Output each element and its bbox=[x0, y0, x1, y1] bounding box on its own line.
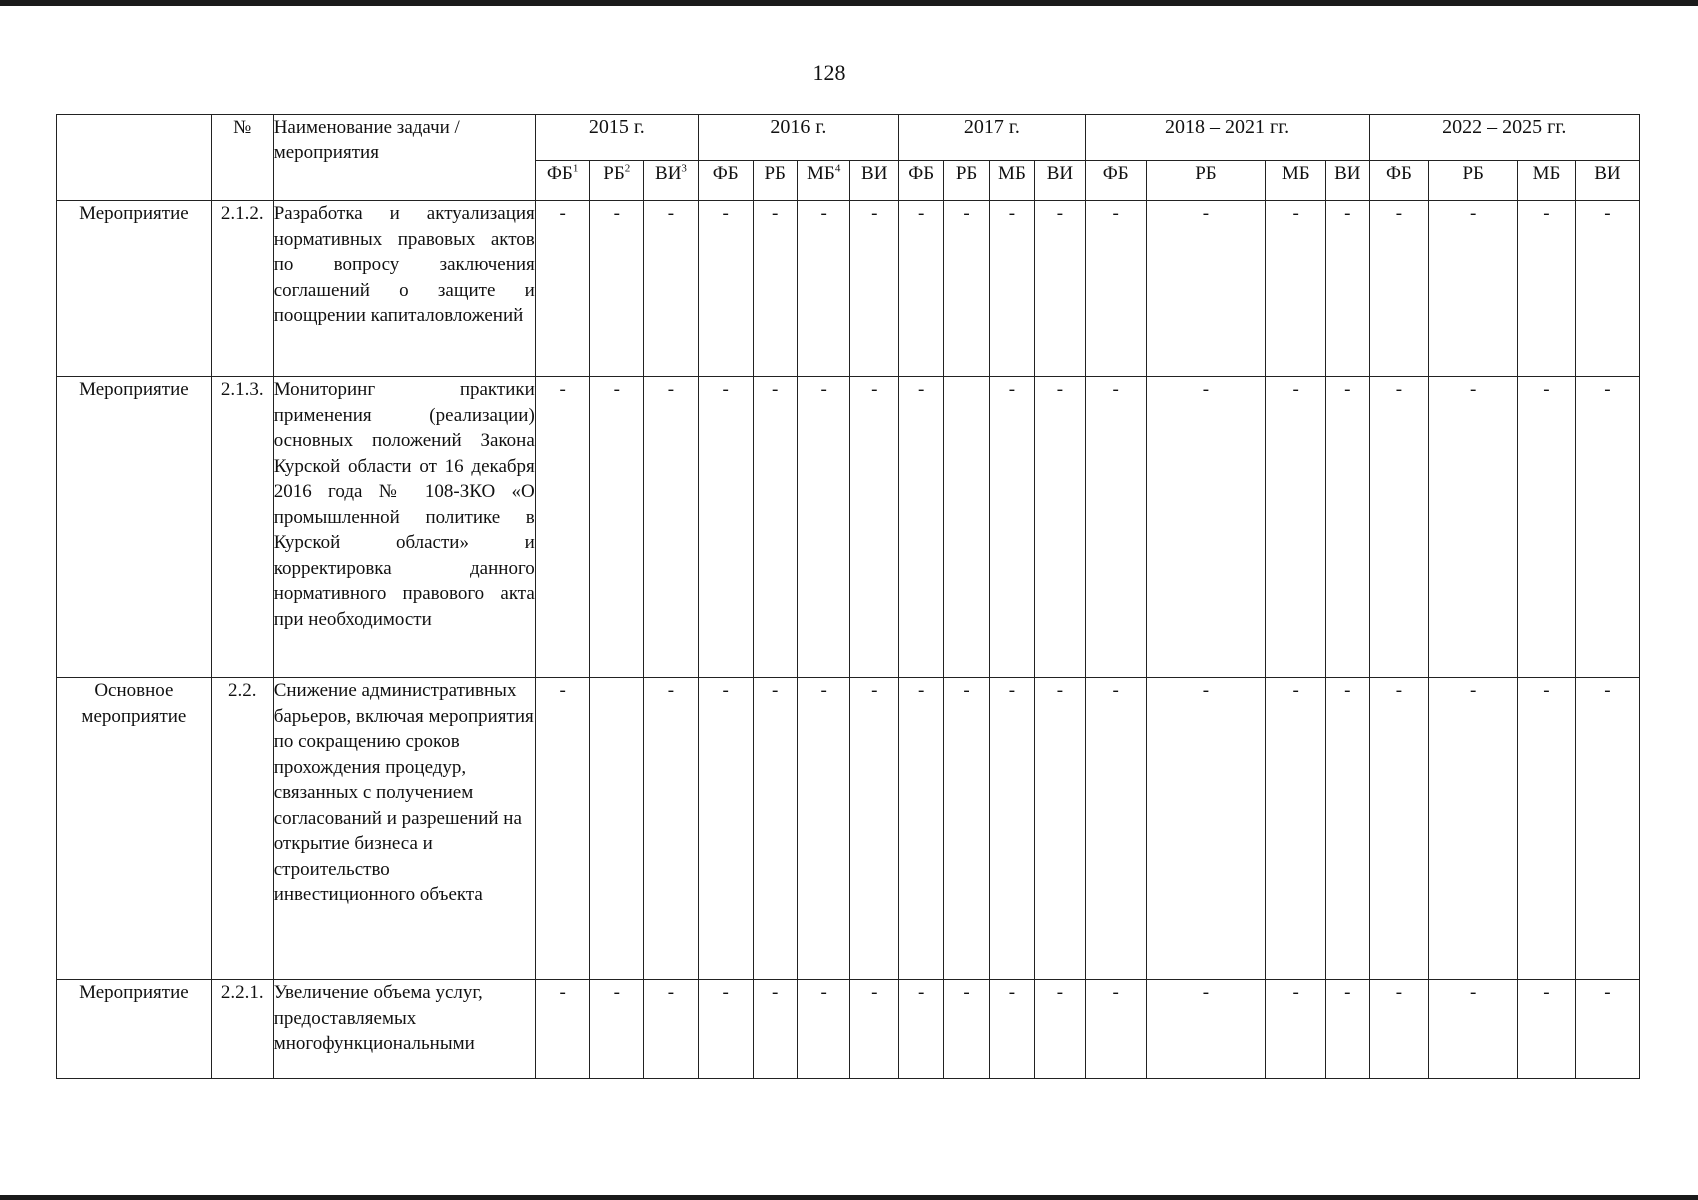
funding-cell: - bbox=[1518, 377, 1576, 678]
funding-cell: - bbox=[944, 980, 989, 1079]
header-kind-cell bbox=[57, 115, 212, 201]
table-row bbox=[57, 377, 1640, 678]
header-source-label: ВИ bbox=[1594, 163, 1621, 184]
header-source bbox=[850, 161, 899, 201]
funding-cell: - bbox=[797, 980, 850, 1079]
funding-cell: - bbox=[989, 678, 1034, 980]
funding-cell: - bbox=[850, 201, 899, 377]
header-years-2018-2021: 2018 – 2021 гг. bbox=[1085, 115, 1369, 161]
funding-cell: - bbox=[1085, 678, 1146, 980]
funding-cell: - bbox=[944, 201, 989, 377]
funding-cell: - bbox=[1429, 377, 1518, 678]
funding-cell: - bbox=[850, 980, 899, 1079]
header-source-label: МБ bbox=[998, 163, 1026, 184]
funding-cell: - bbox=[644, 201, 699, 377]
header-source bbox=[1085, 161, 1146, 201]
funding-cell: - bbox=[1085, 377, 1146, 678]
funding-cell: - bbox=[753, 980, 797, 1079]
funding-cell: - bbox=[1146, 201, 1266, 377]
header-source-label: ФБ bbox=[1385, 163, 1412, 184]
header-source bbox=[1326, 161, 1369, 201]
row-task-name: Мониторинг практики применения (реализации) основных положений Закона Курской области от 16 декабря 2016 года № 108-ЗКО «О промышленной политике в Курской области» и корректировка данного нормативного правового акта при необходимости bbox=[273, 377, 535, 678]
funding-cell: - bbox=[535, 980, 590, 1079]
funding-cell: - bbox=[1326, 201, 1369, 377]
funding-cell: - bbox=[753, 201, 797, 377]
funding-cell: - bbox=[1575, 201, 1639, 377]
scan-edge-top bbox=[0, 0, 1698, 6]
funding-cell: - bbox=[1369, 980, 1429, 1079]
row-kind: Мероприятие bbox=[57, 377, 212, 678]
header-source bbox=[590, 161, 644, 201]
funding-cell: - bbox=[1429, 980, 1518, 1079]
row-number: 2.1.3. bbox=[211, 377, 273, 678]
header-source bbox=[644, 161, 699, 201]
funding-cell: - bbox=[850, 377, 899, 678]
header-source-label: ВИ bbox=[1046, 163, 1074, 184]
funding-cell: - bbox=[590, 201, 644, 377]
header-year-2017: 2017 г. bbox=[898, 115, 1085, 161]
funding-cell: - bbox=[850, 678, 899, 980]
header-source-label: РБ bbox=[603, 163, 625, 184]
row-task-name: Снижение административных барьеров, включая мероприятия по сокращению сроков прохождения процедур, связанных с получением согласований и разрешений на открытие бизнеса и строительство инвестиционного объекта bbox=[273, 678, 535, 980]
header-source bbox=[1518, 161, 1576, 201]
funding-cell: - bbox=[1085, 201, 1146, 377]
funding-cell: - bbox=[1429, 201, 1518, 377]
header-year-2016: 2016 г. bbox=[698, 115, 898, 161]
funding-cell: - bbox=[535, 201, 590, 377]
funding-cell: - bbox=[944, 678, 989, 980]
funding-cell: - bbox=[1369, 377, 1429, 678]
header-row-years bbox=[57, 115, 1640, 161]
header-source bbox=[898, 161, 943, 201]
header-task-name: Наименование задачи / мероприятия bbox=[273, 115, 535, 201]
header-source-label: РБ bbox=[1195, 163, 1217, 184]
footnote-marker: 2 bbox=[624, 162, 631, 175]
header-source bbox=[1369, 161, 1429, 201]
funding-cell: - bbox=[898, 201, 943, 377]
header-source bbox=[535, 161, 590, 201]
funding-cell: - bbox=[1575, 980, 1639, 1079]
funding-cell: - bbox=[644, 678, 699, 980]
scan-edge-bottom bbox=[0, 1195, 1698, 1200]
header-source bbox=[753, 161, 797, 201]
header-source-label: МБ bbox=[1532, 163, 1561, 184]
row-number: 2.2.1. bbox=[211, 980, 273, 1079]
funding-cell: - bbox=[535, 377, 590, 678]
header-number: № bbox=[211, 115, 273, 201]
header-source-label: ФБ bbox=[712, 163, 739, 184]
header-source-label: РБ bbox=[1462, 163, 1484, 184]
funding-cell: - bbox=[698, 980, 753, 1079]
funding-cell: - bbox=[1035, 980, 1086, 1079]
header-source-label: ФБ bbox=[908, 163, 935, 184]
header-source bbox=[944, 161, 989, 201]
funding-cell: - bbox=[1035, 678, 1086, 980]
funding-cell: - bbox=[1369, 678, 1429, 980]
funding-cell: - bbox=[753, 377, 797, 678]
header-source-label: ФБ bbox=[546, 163, 573, 184]
funding-cell: - bbox=[1146, 980, 1266, 1079]
funding-cell: - bbox=[698, 201, 753, 377]
header-source-label: РБ bbox=[955, 163, 978, 184]
header-source-label: ВИ bbox=[655, 163, 682, 184]
funding-cell: - bbox=[1146, 678, 1266, 980]
header-source-label: ФБ bbox=[1102, 163, 1129, 184]
footnote-marker: 4 bbox=[834, 162, 841, 175]
page-number: 128 bbox=[812, 60, 846, 85]
funding-cell bbox=[590, 678, 644, 980]
row-kind: Основное мероприятие bbox=[57, 678, 212, 980]
funding-cell: - bbox=[1518, 980, 1576, 1079]
table-row bbox=[57, 980, 1640, 1079]
funding-cell: - bbox=[989, 980, 1034, 1079]
funding-cell: - bbox=[1326, 377, 1369, 678]
table-body bbox=[57, 201, 1640, 1079]
table-row bbox=[57, 678, 1640, 980]
header-year-2015: 2015 г. bbox=[535, 115, 698, 161]
row-kind: Мероприятие bbox=[57, 980, 212, 1079]
funding-cell: - bbox=[753, 678, 797, 980]
funding-cell: - bbox=[1085, 980, 1146, 1079]
funding-cell: - bbox=[1518, 678, 1576, 980]
funding-cell: - bbox=[1429, 678, 1518, 980]
funding-cell: - bbox=[1035, 377, 1086, 678]
funding-cell: - bbox=[590, 377, 644, 678]
funding-cell: - bbox=[797, 377, 850, 678]
header-source-label: ВИ bbox=[1334, 163, 1361, 184]
funding-cell: - bbox=[1035, 201, 1086, 377]
funding-cell: - bbox=[1326, 980, 1369, 1079]
header-source bbox=[1035, 161, 1086, 201]
funding-cell: - bbox=[797, 678, 850, 980]
header-years-2022-2025: 2022 – 2025 гг. bbox=[1369, 115, 1640, 161]
funding-cell: - bbox=[1518, 201, 1576, 377]
funding-cell: - bbox=[1575, 377, 1639, 678]
funding-cell: - bbox=[1266, 201, 1326, 377]
funding-cell: - bbox=[1266, 678, 1326, 980]
header-source bbox=[989, 161, 1034, 201]
header-source-label: ВИ bbox=[861, 163, 888, 184]
funding-cell: - bbox=[898, 377, 943, 678]
funding-cell: - bbox=[1369, 201, 1429, 377]
row-task-name: Разработка и актуализация нормативных правовых актов по вопросу заключения соглашений о защите и поощрении капиталовложений bbox=[273, 201, 535, 377]
footnote-marker: 1 bbox=[572, 162, 579, 175]
funding-cell: - bbox=[1575, 678, 1639, 980]
funding-cell: - bbox=[698, 377, 753, 678]
funding-cell: - bbox=[644, 377, 699, 678]
header-source-label: МБ bbox=[807, 163, 835, 184]
funding-cell: - bbox=[989, 201, 1034, 377]
funding-cell: - bbox=[698, 678, 753, 980]
row-kind: Мероприятие bbox=[57, 201, 212, 377]
header-source bbox=[1575, 161, 1639, 201]
funding-cell: - bbox=[898, 980, 943, 1079]
budget-table bbox=[56, 114, 1640, 1079]
funding-cell: - bbox=[898, 678, 943, 980]
row-task-name: Увеличение объема услуг, предоставляемых многофункциональными bbox=[273, 980, 535, 1079]
header-source-label: МБ bbox=[1281, 163, 1310, 184]
footnote-marker: 3 bbox=[681, 162, 687, 175]
header-source bbox=[1429, 161, 1518, 201]
header-source bbox=[797, 161, 850, 201]
header-source bbox=[1266, 161, 1326, 201]
funding-cell: - bbox=[1266, 377, 1326, 678]
funding-cell: - bbox=[644, 980, 699, 1079]
funding-cell: - bbox=[1326, 678, 1369, 980]
funding-cell: - bbox=[797, 201, 850, 377]
funding-cell: - bbox=[1266, 980, 1326, 1079]
header-source-label: РБ bbox=[764, 163, 786, 184]
funding-cell: - bbox=[535, 678, 590, 980]
funding-cell: - bbox=[590, 980, 644, 1079]
header-source bbox=[1146, 161, 1266, 201]
header-source bbox=[698, 161, 753, 201]
funding-cell bbox=[944, 377, 989, 678]
funding-cell: - bbox=[989, 377, 1034, 678]
funding-cell: - bbox=[1146, 377, 1266, 678]
row-number: 2.2. bbox=[211, 678, 273, 980]
table-row bbox=[57, 201, 1640, 377]
row-number: 2.1.2. bbox=[211, 201, 273, 377]
